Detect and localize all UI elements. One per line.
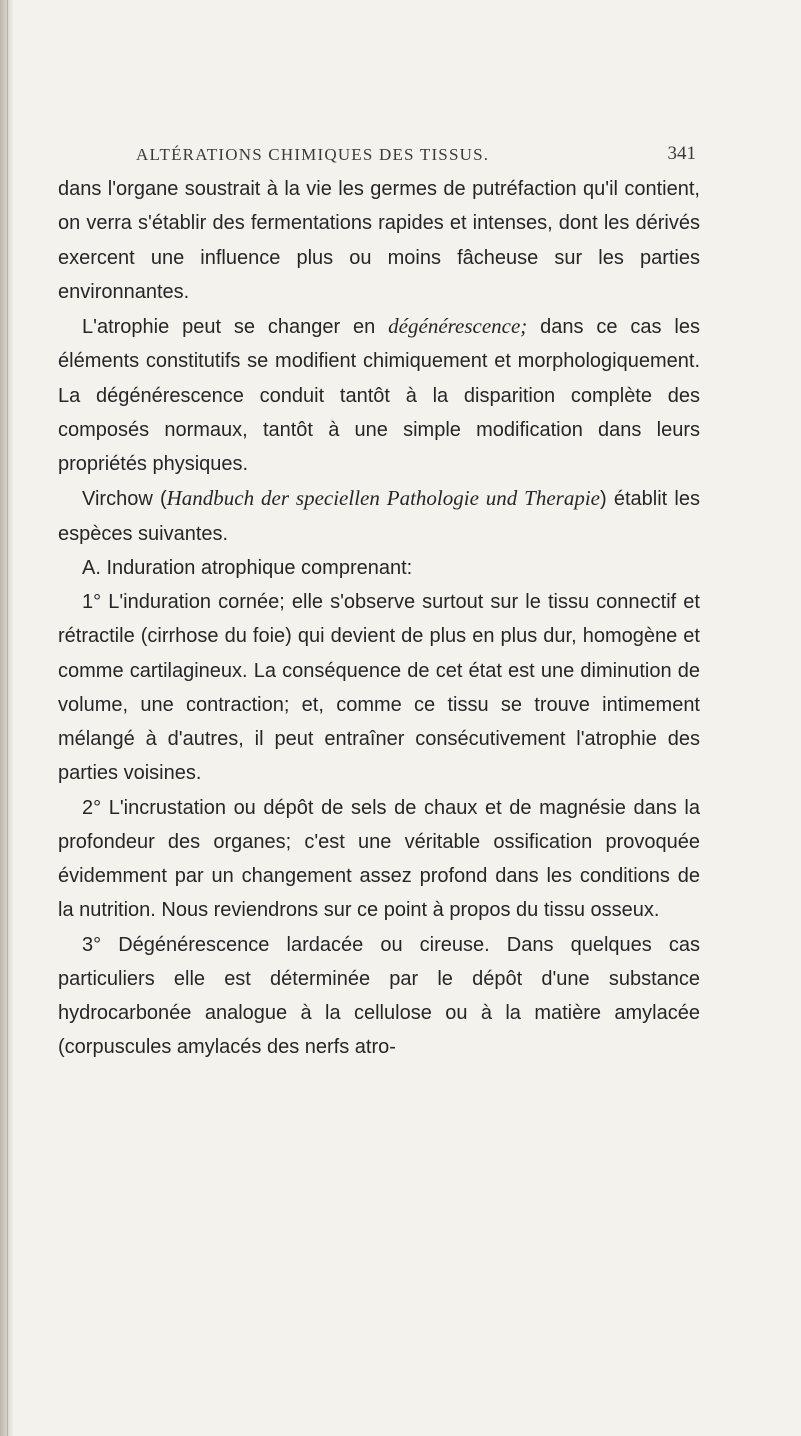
paragraph-continuation (58, 172, 700, 309)
page-number: 341 (667, 143, 696, 164)
section-heading-induration (58, 551, 700, 585)
book-title: Handbuch der speciellen Pathologie und Therapie (166, 486, 601, 511)
list-item-incrustation (58, 791, 700, 928)
paragraph-text: A. Induration atrophique comprenant: (82, 556, 413, 579)
paragraph-text: dans l'organe soustrait à la vie les germes de putréfaction qu'il contient, on verra s'établir des fermentations rapides et intenses, dont les dérivés exercent une influence plus ou moins fâcheuse sur les parties environnantes. (58, 178, 700, 303)
paragraph-text: 3° Dégénérescence lardacée ou cireuse. Dans quelques cas particuliers elle est déterminée par le dépôt d'une substance hydrocarbonée analogue à la cellulose ou à la matière amylacée (corpuscules amylacés des nerfs atro- (58, 933, 700, 1059)
list-item-induration-cornee (58, 585, 700, 791)
binding-edge (7, 0, 8, 1436)
paragraph-text: 1° L'induration cornée; elle s'observe surtout sur le tissu connectif et rétractile (cirrhose du foie) qui devient de plus en plus dur, homogène et comme cartilagineux. La conséquence de cet état est une diminution de volume, une contraction; et, comme ce tissu se trouve intimement mélangé à d'autres, il peut entraîner consécutivement l'atrophie des parties voisines. (58, 591, 700, 785)
paragraph-degenerescence (58, 309, 700, 481)
running-header (136, 143, 696, 173)
paragraph-text: L'atrophie peut se changer en (82, 316, 389, 338)
paragraph-text: ) établit les espèces suivantes. (58, 488, 701, 545)
paragraph-text: 2° L'incrustation ou dépôt de sels de chaux et de magnésie dans la profondeur des organes; c'est une véritable ossification provoquée évidemment par un changement assez profond dans les conditions de la nutrition. Nous reviendrons sur ce point à propos du tissu osseux. (58, 796, 700, 922)
running-title: ALTÉRATIONS CHIMIQUES DES TISSUS. (136, 145, 490, 164)
list-item-degenerescence-lardacee (58, 928, 700, 1065)
paragraph-virchow (58, 481, 700, 551)
paragraph-text: Virchow ( (82, 488, 167, 511)
body-text (58, 172, 700, 1065)
paragraph-text: dans ce cas les éléments constitutifs se modifient chimiquement et morphologiquement. La dégénérescence conduit tantôt à la disparition complète des composés normaux, tantôt à une simple modification dans leurs propriétés physiques. (58, 316, 700, 475)
italic-term: dégénérescence; (388, 314, 528, 338)
